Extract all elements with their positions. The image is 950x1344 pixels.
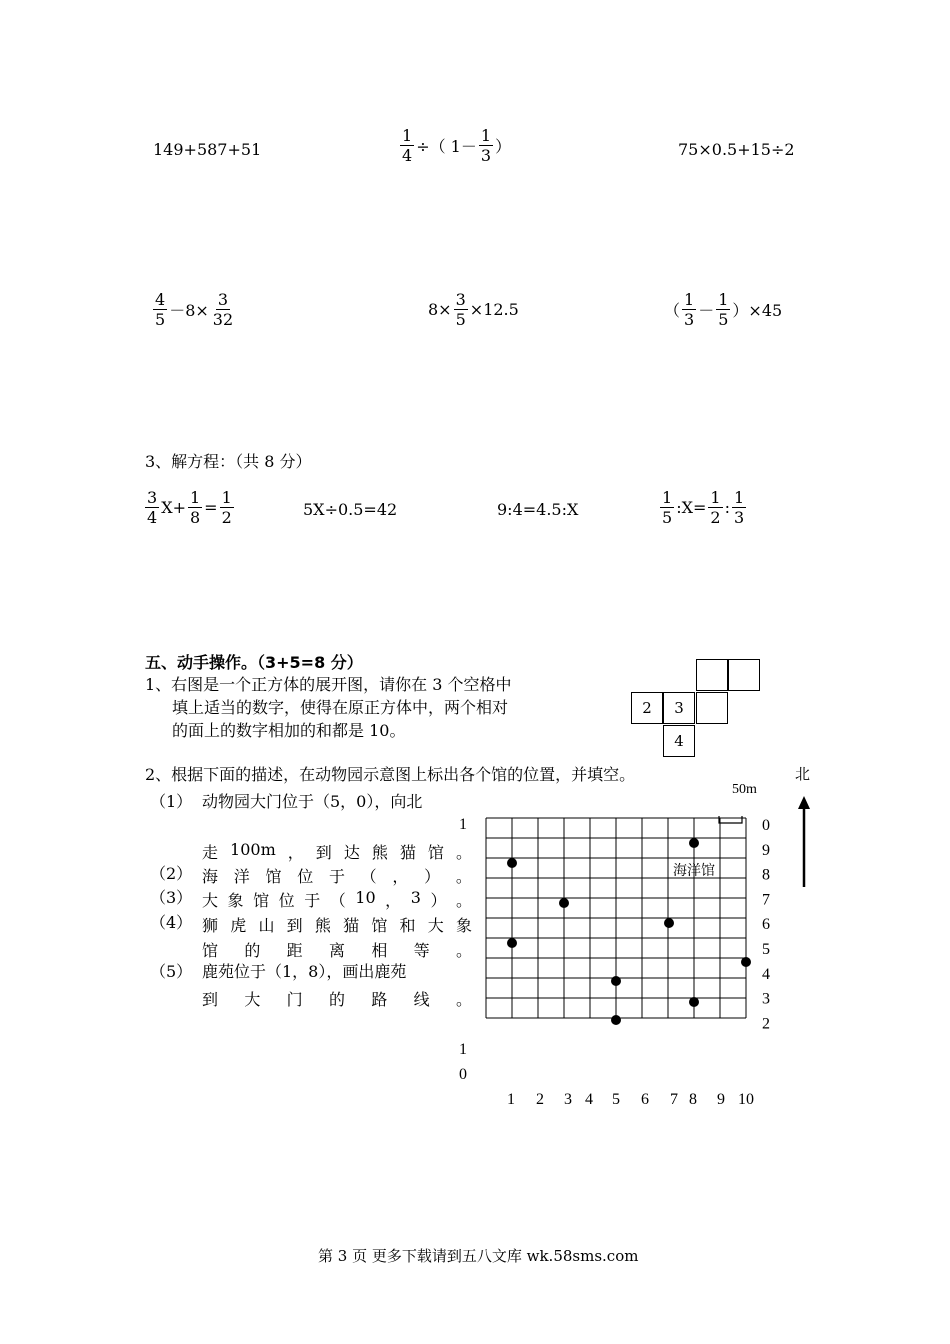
text-token: 到 — [202, 990, 219, 1009]
text-token: （ — [329, 891, 346, 910]
section5-title: 五、动手操作。（3+5=8 分） — [145, 653, 363, 672]
fraction: $\frac{1}{4}$ — [402, 126, 413, 165]
text-token: 熊 — [371, 843, 388, 862]
map-point — [689, 838, 699, 848]
fraction: $\frac{3}{32}$ — [212, 290, 234, 329]
right-axis-labels — [762, 817, 770, 1032]
text-token: 山 — [258, 916, 275, 935]
text-token: 大 — [244, 990, 261, 1009]
text-token: 于 — [304, 891, 321, 910]
right-axis-label: 4 — [762, 965, 770, 983]
text-token: 距 — [286, 941, 303, 960]
fraction: $\frac{4}{5}$ — [155, 290, 166, 329]
item-5-line-1: 鹿苑位于（1，8），画出鹿苑 — [202, 962, 407, 981]
item-2-number: （2） — [150, 864, 193, 883]
calc-1b: $\frac{1}{4}$ ÷（ 1－ $\frac{1}{3}$ ） — [402, 126, 512, 165]
equation-3: 9:4=4.5:X — [497, 500, 579, 519]
fraction: $\frac{1}{8}$ — [189, 488, 201, 527]
fraction: $\frac{1}{3}$ — [733, 488, 745, 527]
text-token: 狮 — [202, 916, 219, 935]
calc-2c: （ $\frac{1}{3}$ － $\frac{1}{5}$ ）×45 — [664, 290, 783, 329]
text-token: 熊 — [314, 916, 331, 935]
left-label-bottom-0: 0 — [459, 1066, 467, 1083]
item-5-number: （5） — [150, 962, 193, 981]
map-grid — [486, 818, 746, 1018]
text-token: 离 — [328, 941, 345, 960]
text-token: 大 — [202, 891, 219, 910]
calc-2a: $\frac{4}{5}$ －8× $\frac{3}{32}$ — [155, 290, 234, 329]
right-axis-label: 8 — [762, 866, 770, 884]
map-point — [507, 938, 517, 948]
text-token: 。 — [455, 867, 472, 886]
map-point — [611, 976, 621, 986]
equation-4: $\frac{1}{5}$ :X= $\frac{1}{2}$ : $\frac{1}{3}$ — [662, 488, 745, 527]
net-cell-empty[interactable] — [728, 659, 760, 691]
text-token: 。 — [455, 891, 472, 910]
calc-1a: 149+587+51 — [153, 140, 262, 159]
bottom-axis-label: 5 — [612, 1091, 620, 1108]
text-token: ， — [392, 867, 409, 886]
text-token: 。 — [455, 843, 472, 862]
item-5-line-2 — [202, 987, 472, 1010]
right-axis-label: 6 — [762, 916, 770, 934]
north-label: 北 — [795, 765, 811, 783]
fraction: $\frac{3}{4}$ — [147, 488, 158, 527]
item-4-number: （4） — [150, 913, 193, 932]
right-axis-label: 5 — [762, 941, 770, 958]
text-token: 到 — [286, 916, 303, 935]
bottom-axis-label: 6 — [641, 1091, 649, 1108]
item-1-number: （1） — [150, 792, 193, 811]
text-token: 达 — [343, 843, 360, 862]
text-token: （ — [360, 867, 377, 886]
text-token: 象 — [455, 916, 472, 935]
text-token: 和 — [399, 916, 416, 935]
net-cell-3: 3 — [663, 692, 695, 724]
bottom-axis-label: 3 — [564, 1091, 572, 1108]
left-label-top: 1 — [459, 816, 467, 833]
text-token: 100m — [230, 840, 276, 859]
item-3-line — [202, 888, 472, 911]
text-token: 位 — [297, 867, 314, 886]
right-axis-label: 2 — [762, 1015, 770, 1033]
text-token: 门 — [286, 990, 303, 1009]
calc-2b: 8× $\frac{3}{5}$ ×12.5 — [428, 290, 519, 329]
item-1-line-2 — [202, 840, 472, 863]
q1-line-2: 填上适当的数字，使得在原正方体中，两个相对 — [172, 698, 509, 717]
text-token: 3 — [410, 888, 421, 907]
bottom-axis-label: 2 — [536, 1091, 544, 1108]
bottom-axis-label: 10 — [738, 1091, 754, 1108]
map-point — [559, 898, 569, 908]
text-token: ） — [430, 891, 447, 910]
text-token: 馆 — [371, 916, 388, 935]
text-token: ， — [385, 891, 402, 910]
fraction: $\frac{1}{5}$ — [718, 290, 729, 329]
text-token: 的 — [328, 990, 345, 1009]
north-arrow-icon — [796, 795, 812, 890]
text-token: ， — [287, 843, 304, 862]
text-token: 。 — [455, 990, 472, 1009]
bottom-axis-label: 8 — [689, 1091, 697, 1108]
text-token: 猫 — [399, 843, 416, 862]
map-point — [611, 1015, 621, 1025]
bottom-axis-label: 4 — [585, 1091, 593, 1108]
text-token: 馆 — [427, 843, 444, 862]
text-token: 位 — [278, 891, 295, 910]
text-token: 等 — [413, 941, 430, 960]
equations-title: 3、解方程：（共 8 分） — [145, 452, 312, 471]
text-token: 馆 — [253, 891, 270, 910]
map-point — [507, 858, 517, 868]
equation-1: $\frac{3}{4}$ X+ $\frac{1}{8}$ = $\frac{1}{2}$ — [147, 488, 232, 527]
calc-1c: 75×0.5+15÷2 — [678, 140, 795, 159]
text-token: 象 — [227, 891, 244, 910]
text-token: 猫 — [343, 916, 360, 935]
fraction: $\frac{1}{2}$ — [221, 488, 232, 527]
text-token: 10 — [355, 888, 376, 907]
text-token: 到 — [315, 843, 332, 862]
zoo-map — [440, 770, 790, 1115]
equation-2: 5X÷0.5=42 — [303, 500, 398, 519]
net-cell-empty[interactable] — [696, 692, 728, 724]
scale-label: 50m — [732, 782, 757, 797]
bottom-axis-label: 9 — [717, 1091, 725, 1108]
text-token: 的 — [244, 941, 261, 960]
net-cell-empty[interactable] — [696, 659, 728, 691]
net-cell-4: 4 — [663, 725, 695, 757]
text-token: 馆 — [202, 941, 219, 960]
fraction: $\frac{3}{5}$ — [455, 290, 466, 329]
fraction: $\frac{1}{2}$ — [710, 488, 721, 527]
scale-bracket — [719, 816, 742, 823]
right-axis-label: 7 — [762, 891, 770, 909]
q2-intro: 2、根据下面的描述，在动物园示意图上标出各个馆的位置，并填空。 — [145, 765, 636, 784]
page-footer: 第 3 页 更多下载请到五八文库 wk.58sms.com — [318, 1247, 639, 1265]
ocean-hall-label: 海洋馆 — [673, 863, 715, 879]
text-token: 海 — [202, 867, 219, 886]
map-point — [664, 918, 674, 928]
item-4-line-1 — [202, 913, 472, 936]
item-2-line — [202, 864, 472, 887]
text-token: 路 — [371, 990, 388, 1009]
text-token: 走 — [202, 843, 219, 862]
item-4-line-2 — [202, 938, 472, 961]
bottom-axis-labels — [507, 1091, 754, 1108]
text-token: 线 — [413, 990, 430, 1009]
net-cell-2: 2 — [631, 692, 663, 724]
text-token: 大 — [427, 916, 444, 935]
item-1-line-1: 动物园大门位于（5，0），向北 — [202, 792, 423, 811]
text-token: 。 — [455, 941, 472, 960]
q1-line-1: 1、右图是一个正方体的展开图，请你在 3 个空格中 — [145, 675, 512, 694]
right-axis-label: 0 — [762, 817, 770, 834]
fraction: $\frac{1}{5}$ — [662, 488, 673, 527]
text-token: 虎 — [230, 916, 247, 935]
text-token: 相 — [371, 941, 388, 960]
right-axis-label: 3 — [762, 990, 770, 1008]
text-token: 洋 — [233, 867, 250, 886]
q1-line-3: 的面上的数字相加的和都是 10。 — [172, 721, 406, 740]
text-token: 于 — [328, 867, 345, 886]
item-3-number: （3） — [150, 888, 193, 907]
text-token: 馆 — [265, 867, 282, 886]
fraction: $\frac{1}{3}$ — [480, 126, 492, 165]
fraction: $\frac{1}{3}$ — [684, 290, 695, 329]
map-point — [689, 997, 699, 1007]
right-axis-label: 9 — [762, 841, 770, 859]
bottom-axis-label: 7 — [670, 1091, 678, 1108]
text-token: ） — [424, 867, 441, 886]
left-label-bottom-1: 1 — [459, 1041, 467, 1058]
map-point — [741, 957, 751, 967]
bottom-axis-label: 1 — [507, 1091, 515, 1108]
